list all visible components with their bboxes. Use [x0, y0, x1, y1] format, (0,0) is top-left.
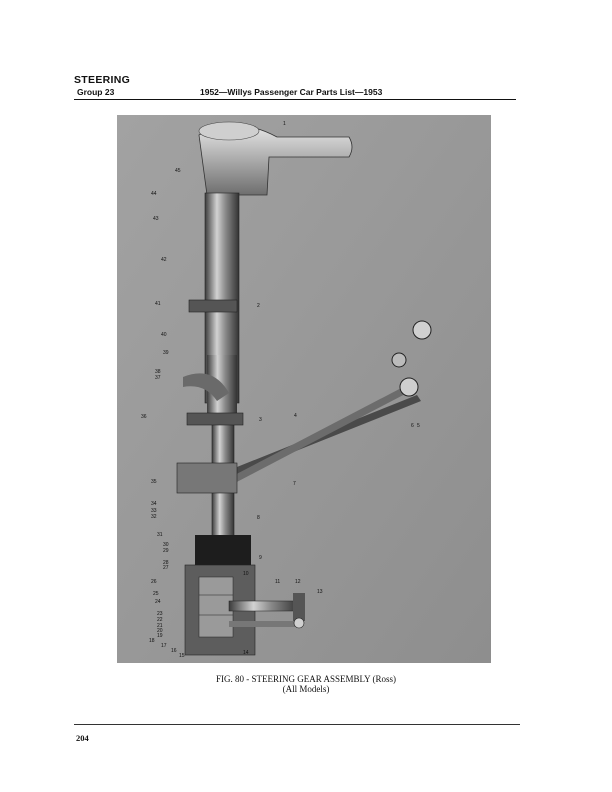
- callout-39: 39: [163, 350, 169, 356]
- callout-11: 11: [275, 579, 281, 585]
- callout-17: 17: [161, 643, 167, 649]
- callout-2: 2: [257, 303, 260, 309]
- page-number: 204: [76, 733, 89, 743]
- callout-23: 23: [157, 611, 163, 617]
- footer-rule: [74, 724, 520, 725]
- callout-25: 25: [153, 591, 159, 597]
- callout-30: 30: [163, 542, 169, 548]
- callout-21: 21: [157, 623, 163, 629]
- callout-36: 36: [141, 414, 147, 420]
- callout-19: 19: [157, 633, 163, 639]
- callout-24: 24: [155, 599, 161, 605]
- callout-45: 45: [175, 168, 181, 174]
- header-rule: [74, 99, 516, 100]
- callout-10: 10: [243, 571, 249, 577]
- callout-13: 13: [317, 589, 323, 595]
- steering-gear-photo: [117, 115, 491, 663]
- figure-caption-subtitle: (All Models): [282, 684, 330, 694]
- callout-38: 38: [155, 369, 161, 375]
- callout-14: 14: [243, 650, 249, 656]
- callout-26: 26: [151, 579, 157, 585]
- callout-8: 8: [257, 515, 260, 521]
- callout-41: 41: [155, 301, 161, 307]
- callout-20: 20: [157, 628, 163, 634]
- callout-34: 34: [151, 501, 157, 507]
- running-title: 1952—Willys Passenger Car Parts List—1953: [200, 87, 383, 97]
- callout-27: 27: [163, 565, 169, 571]
- callout-7: 7: [293, 481, 296, 487]
- callout-29: 29: [163, 548, 169, 554]
- callout-16: 16: [171, 648, 177, 654]
- section-heading: STEERING: [74, 74, 131, 86]
- callout-28: 28: [163, 560, 169, 566]
- callout-43: 43: [153, 216, 159, 222]
- callout-18: 18: [149, 638, 155, 644]
- callout-40: 40: [161, 332, 167, 338]
- callout-6: 6: [411, 423, 414, 429]
- callout-33: 33: [151, 508, 157, 514]
- callout-42: 42: [161, 257, 167, 263]
- figure-caption: FIG. 80 - STEERING GEAR ASSEMBLY (Ross): [215, 674, 397, 684]
- callout-37: 37: [155, 375, 161, 381]
- callout-35: 35: [151, 479, 157, 485]
- callout-15: 15: [179, 653, 185, 659]
- callout-32: 32: [151, 514, 157, 520]
- callout-1: 1: [283, 121, 286, 127]
- callout-22: 22: [157, 617, 163, 623]
- group-label: Group 23: [77, 87, 115, 97]
- callout-5: 5: [417, 423, 420, 429]
- callout-44: 44: [151, 191, 157, 197]
- callout-4: 4: [294, 413, 297, 419]
- callout-9: 9: [259, 555, 262, 561]
- callout-12: 12: [295, 579, 301, 585]
- callout-31: 31: [157, 532, 163, 538]
- callout-3: 3: [259, 417, 262, 423]
